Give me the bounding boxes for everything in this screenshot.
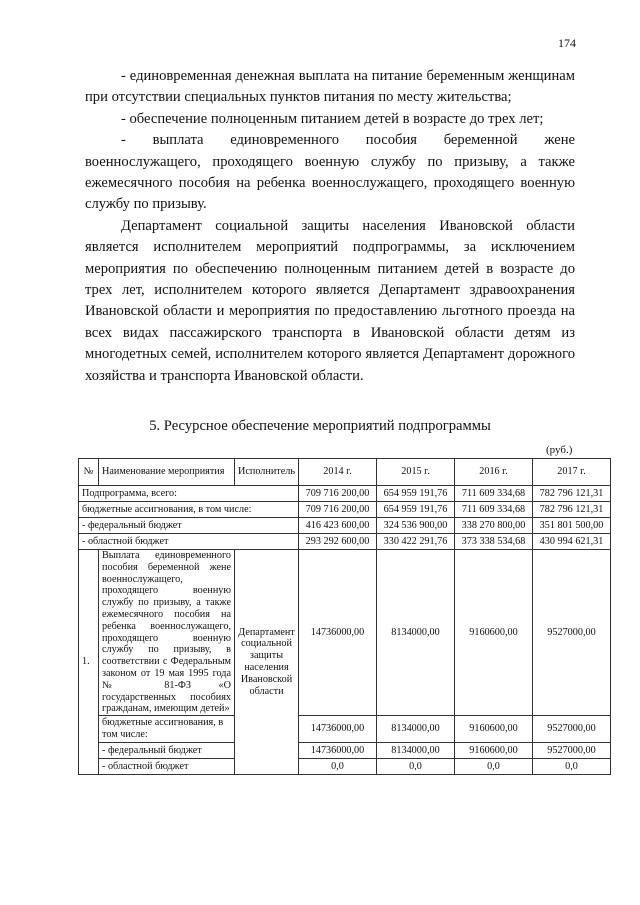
row-label: Подпрограмма, всего: [79, 486, 299, 502]
cell-2014: 0,0 [299, 759, 377, 775]
cell-2015: 8134000,00 [377, 743, 455, 759]
cell-2016: 9160600,00 [455, 743, 533, 759]
table-header-row [79, 459, 611, 486]
resource-table [78, 458, 611, 775]
cell-2016: 711 609 334,68 [455, 502, 533, 518]
row-label: - областной бюджет [99, 759, 235, 775]
cell-2016: 9160600,00 [455, 550, 533, 716]
cell-2016: 0,0 [455, 759, 533, 775]
paragraph: - единовременная денежная выплата на питание беременным женщинам при отсутствии специальных пунктов питания по месту жительства; [85, 68, 575, 106]
cell-2014: 416 423 600,00 [299, 518, 377, 534]
cell-2017: 9527000,00 [533, 743, 611, 759]
cell-2017: 9527000,00 [533, 716, 611, 743]
cell-2016: 373 338 534,68 [455, 534, 533, 550]
paragraph: - выплата единовременного пособия беременной жене военнослужащего, проходящего военную службу по призыву, а также ежемесячного пособия на ребенка военнослужащего, проходящего военную службу по призыву. [85, 132, 575, 213]
cell-2014: 709 716 200,00 [299, 486, 377, 502]
cell-2014: 14736000,00 [299, 716, 377, 743]
row-label: - федеральный бюджет [79, 518, 299, 534]
cell-2017: 351 801 500,00 [533, 518, 611, 534]
item-index: 1. [79, 550, 99, 775]
cell-2017: 0,0 [533, 759, 611, 775]
row-label: - областной бюджет [79, 534, 299, 550]
cell-2017: 9527000,00 [533, 550, 611, 716]
cell-2015: 654 959 191,76 [377, 486, 455, 502]
item-name: Выплата единовременного пособия беременной жене военнослужащего, проходящего военную службу по призыву, а также ежемесячного пособия на ребенка военнослужащего, проходящего военную службу по призыву, в соответствии с Федеральным законом от 19 мая 1995 года № 81-ФЗ «О государственных пособиях гражданам, имеющим детей» [99, 550, 235, 716]
cell-2016: 9160600,00 [455, 716, 533, 743]
table-row [79, 486, 611, 502]
cell-2015: 8134000,00 [377, 550, 455, 716]
item-executor: Департамент социальной защиты населения Ивановской области [235, 550, 299, 775]
header-executor: Исполнитель [235, 459, 299, 486]
table-row [79, 518, 611, 534]
body-text [85, 66, 575, 387]
cell-2016: 711 609 334,68 [455, 486, 533, 502]
row-label: бюджетные ассигнования, в том числе: [79, 502, 299, 518]
table-row [79, 716, 611, 743]
header-2015: 2015 г. [377, 459, 455, 486]
table-row [79, 502, 611, 518]
cell-2014: 709 716 200,00 [299, 502, 377, 518]
row-label: бюджетные ассигнования, в том числе: [99, 716, 235, 743]
cell-2014: 14736000,00 [299, 550, 377, 716]
header-name: Наименование мероприятия [99, 459, 235, 486]
cell-2015: 0,0 [377, 759, 455, 775]
paragraph: Департамент социальной защиты населения Ивановской области является исполнителем мероприятий подпрограммы, за исключением мероприятия по обеспечению полноценным питанием детей в возрасте до трех лет, исполнителем которого является Департамент здравоохранения Ивановской области и мероприятия по предоставлению льготного проезда на всех видах пассажирского транспорта в Ивановской области детям из многодетных семей, исполнителем которого является Департамент дорожного хозяйства и транспорта Ивановской области. [85, 217, 575, 384]
cell-2017: 782 796 121,31 [533, 486, 611, 502]
cell-2015: 324 536 900,00 [377, 518, 455, 534]
cell-2014: 293 292 600,00 [299, 534, 377, 550]
cell-2017: 430 994 621,31 [533, 534, 611, 550]
cell-2016: 338 270 800,00 [455, 518, 533, 534]
table-row [79, 534, 611, 550]
units-label: (руб.) [546, 444, 573, 456]
cell-2015: 8134000,00 [377, 716, 455, 743]
header-2016: 2016 г. [455, 459, 533, 486]
table-row [79, 550, 611, 716]
header-2017: 2017 г. [533, 459, 611, 486]
page-number: 174 [558, 36, 576, 50]
row-label: - федеральный бюджет [99, 743, 235, 759]
cell-2014: 14736000,00 [299, 743, 377, 759]
section-heading: 5. Ресурсное обеспечение мероприятий подпрограммы [149, 418, 491, 434]
header-num: № [79, 459, 99, 486]
cell-2015: 654 959 191,76 [377, 502, 455, 518]
table-row [79, 759, 611, 775]
header-2014: 2014 г. [299, 459, 377, 486]
cell-2015: 330 422 291,76 [377, 534, 455, 550]
paragraph: - обеспечение полноценным питанием детей в возрасте до трех лет; [121, 110, 544, 127]
cell-2017: 782 796 121,31 [533, 502, 611, 518]
table-row [79, 743, 611, 759]
